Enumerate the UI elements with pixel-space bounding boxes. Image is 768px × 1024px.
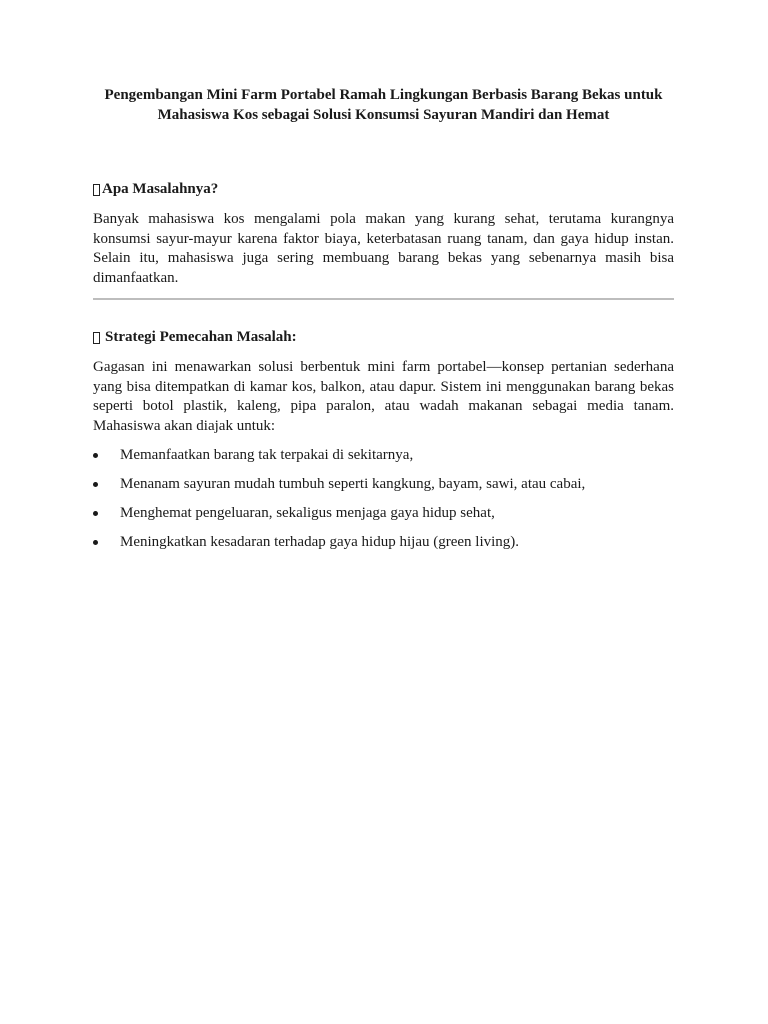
problem-paragraph: Banyak mahasiswa kos mengalami pola makan yang kurang sehat, terutama kurangnya konsumsi sayur-mayur karena faktor biaya, keterbatasan ruang tanam, dan gaya hidup instan. Selain itu, mahasiswa juga sering membuang barang bekas yang sebenarnya masih bisa dimanfaatkan.	[93, 211, 674, 286]
list-item	[93, 504, 674, 523]
list-item	[93, 475, 674, 494]
section-heading-problem	[93, 180, 674, 199]
bullet-icon	[93, 540, 98, 545]
document-title: Pengembangan Mini Farm Portabel Ramah Lingkungan Berbasis Barang Bekas untuk Mahasiswa Kos sebagai Solusi Konsumsi Sayuran Mandiri dan Hemat	[104, 87, 663, 123]
list-item	[93, 446, 674, 465]
bullet-icon	[93, 511, 98, 516]
spacer	[93, 347, 674, 358]
list-item-text: Memanfaatkan barang tak terpakai di sekitarnya,	[120, 447, 414, 463]
missing-glyph-icon	[93, 332, 100, 344]
spacer	[93, 436, 674, 446]
bullet-icon	[93, 482, 98, 487]
missing-glyph-icon	[93, 184, 100, 196]
section-heading-strategy	[93, 328, 674, 347]
strategy-paragraph: Gagasan ini menawarkan solusi berbentuk mini farm portabel—konsep pertanian sederhana yang bisa ditempatkan di kamar kos, balkon, atau dapur. Sistem ini menggunakan barang bekas seperti botol plastik, kaleng, pipa paralon, atau wadah makanan sebagai media tanam. Mahasiswa akan diajak untuk:	[93, 359, 674, 434]
list-item	[93, 533, 674, 552]
spacer	[93, 199, 674, 210]
spacer	[93, 288, 674, 298]
strategy-bullet-list	[93, 446, 674, 552]
list-item-text: Menanam sayuran mudah tumbuh seperti kangkung, bayam, sawi, atau cabai,	[120, 476, 586, 492]
bullet-icon	[93, 453, 98, 458]
section-heading-text: Strategi Pemecahan Masalah:	[105, 329, 297, 345]
spacer	[93, 125, 674, 180]
list-item-text: Menghemat pengeluaran, sekaligus menjaga gaya hidup sehat,	[120, 505, 495, 521]
section-heading-text: Apa Masalahnya?	[102, 181, 219, 197]
list-item-text: Meningkatkan kesadaran terhadap gaya hidup hijau (green living).	[120, 534, 520, 550]
document-page	[93, 86, 674, 562]
spacer	[93, 300, 674, 328]
